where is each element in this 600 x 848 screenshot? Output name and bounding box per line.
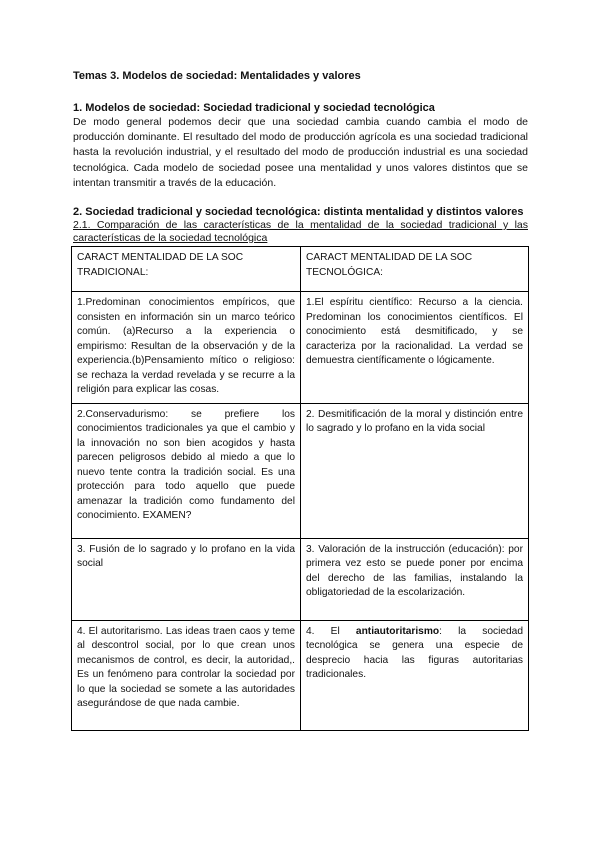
traditional-cell: 1.Predominan conocimientos empíricos, que consisten en información sin un marco teórico común. (a)Recurso a la experiencia o empirismo: Resultan de la observación y de la experiencia.(b)Pensamiento mítico o religioso: se rechaza la verdad revelada y se recurre a la religión para explicar las cosas. xyxy=(72,292,301,404)
technological-cell: 2. Desmitificación de la moral y distinción entre lo sagrado y lo profano en la vida social xyxy=(301,403,529,538)
header-traditional: CARACT MENTALIDAD DE LA SOC TRADICIONAL: xyxy=(72,247,301,292)
table-row xyxy=(72,403,529,538)
technological-cell: 3. Valoración de la instrucción (educación): por primera vez esto se puede poner por encima del derecho de las familias, instalando la obligatoriedad de la escolarización. xyxy=(301,538,529,620)
section-1-body: De modo general podemos decir que una sociedad cambia cuando cambia el modo de producción dominante. El resultado del modo de producción agrícola es una sociedad tradicional hasta la revolución industrial, y el resultado del modo de producción industrial es una sociedad tecnológica. Cada modelo de sociedad posee una mentalidad y unos valores distintos que se intentan transmitir a través de la educación. xyxy=(73,116,528,189)
table-row xyxy=(72,538,529,620)
traditional-cell: 2.Conservadurismo: se prefiere los conocimientos tradicionales ya que el cambio y la innovación no son bien acogidos y hasta parecen peligrosos debido al miedo a que lo nuevo tente contra la tradición social. Es una protección para todo aquello que puede amenazar la tradición como fundamento del conocimiento. EXAMEN? xyxy=(72,403,301,538)
table-header-row xyxy=(72,247,529,292)
table-row xyxy=(72,292,529,404)
comparison-table xyxy=(71,246,529,731)
section-2-heading: 2. Sociedad tradicional y sociedad tecnológica: distinta mentalidad y distintos valores xyxy=(73,206,524,218)
traditional-cell: 3. Fusión de lo sagrado y lo profano en la vida social xyxy=(72,538,301,620)
traditional-cell: 4. El autoritarismo. Las ideas traen caos y teme al descontrol social, por lo que crean unos mecanismos de control, es decir, la autoridad,. Es un fenómeno para controlar la sociedad por lo que la sociedad se somete a las autoridades asegurándose de que nada cambie. xyxy=(72,620,301,730)
cell-text-suffix: : la sociedad tecnológica se genera una especie de desprecio hacia las figuras autoritarias tradicionales. xyxy=(306,625,524,680)
section-1 xyxy=(73,101,528,191)
section-1-heading: 1. Modelos de sociedad: Sociedad tradicional y sociedad tecnológica xyxy=(73,102,435,114)
table-row xyxy=(72,620,529,730)
cell-text-prefix: 4. El xyxy=(306,625,356,637)
section-2-subheading: 2.1. Comparación de las características de la mentalidad de la sociedad tradicional y las características de la sociedad tecnológica xyxy=(73,219,528,244)
header-technological: CARACT MENTALIDAD DE LA SOC TECNOLÓGICA: xyxy=(301,247,529,292)
document-title: Temas 3. Modelos de sociedad: Mentalidades y valores xyxy=(73,70,361,82)
antiautoritarismo-term: antiautoritarismo xyxy=(355,625,440,637)
section-2 xyxy=(73,205,528,245)
technological-cell: 1.El espíritu científico: Recurso a la ciencia. Predominan los conocimientos científicos. El conocimiento está desmitificado, y se caracteriza por la racionalidad. La verdad se demuestra científicamente o lógicamente. xyxy=(301,292,529,404)
technological-cell xyxy=(301,620,529,730)
